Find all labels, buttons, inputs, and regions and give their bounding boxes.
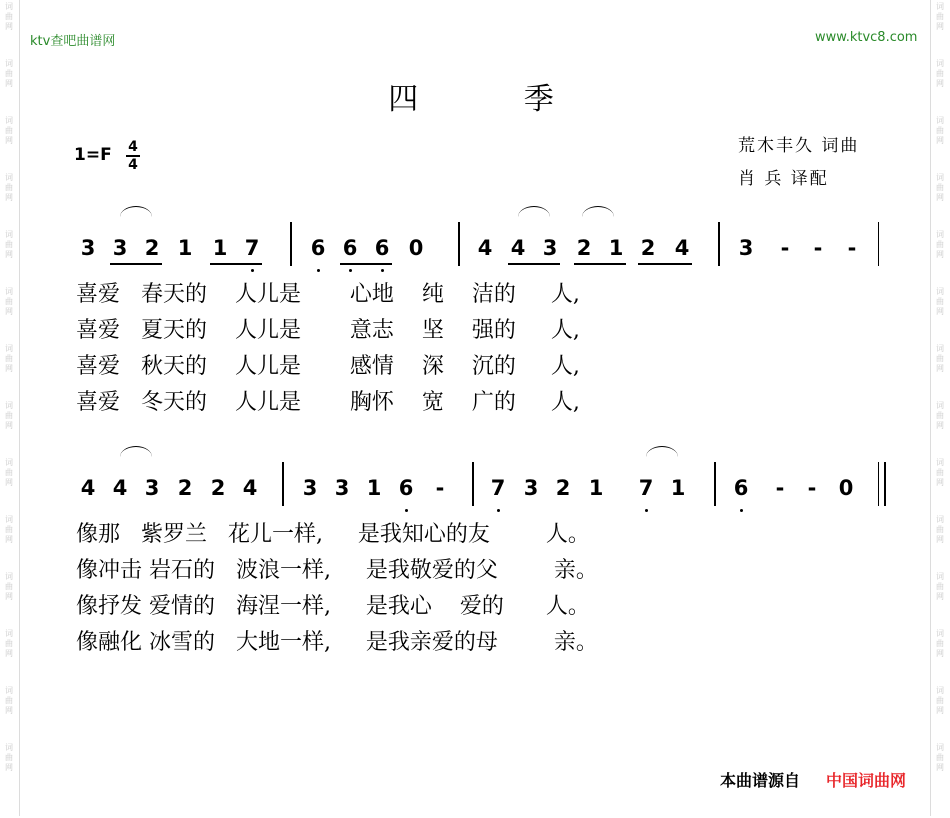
watermark-char: 网 [936,193,944,202]
lyric-line: 像冲击 岩石的 波浪一样, 是我敬爱的父 亲。 [76,558,598,583]
watermark-char: 词 [936,116,944,125]
watermark-group [936,515,944,545]
watermark-char: 网 [936,22,944,31]
footer-source-label: 本曲谱源自 [720,771,801,790]
watermark-char: 曲 [5,639,13,648]
watermark-group [5,344,13,374]
note-digit: 1 [608,236,624,260]
watermark-group [936,344,944,374]
eighth-underline [340,263,392,265]
watermark-char: 网 [5,136,13,145]
watermark-group [936,401,944,431]
footer-brand-link[interactable]: 中国词曲网 [826,771,907,790]
watermark-char: 词 [5,686,13,695]
watermark-char: 网 [936,307,944,316]
watermark-char: 词 [5,458,13,467]
left-watermark-strip [2,0,16,818]
watermark-char: 词 [5,59,13,68]
note-digit: 0 [408,236,424,260]
left-border-line [19,0,20,816]
watermark-char: 网 [936,250,944,259]
song-title: 四 季 [388,82,602,117]
octave-dot-below [405,509,408,512]
watermark-char: 词 [936,458,944,467]
watermark-char: 曲 [5,126,13,135]
note-digit: 4 [674,236,690,260]
time-signature [126,140,140,172]
right-border-line [930,0,931,816]
lyric-line: 像那 紫罗兰 花儿一样, 是我知心的友 人。 [76,522,590,547]
watermark-char: 网 [5,22,13,31]
watermark-char: 网 [5,706,13,715]
lyric-line: 喜爱 春天的 人儿是 心地 纯 洁的 人, [76,282,580,307]
bar-line [714,462,716,506]
watermark-group [936,743,944,773]
note-digit: 3 [738,236,754,260]
watermark-char: 网 [936,535,944,544]
watermark-group [5,2,13,32]
watermark-char: 词 [936,743,944,752]
watermark-char: 曲 [5,297,13,306]
watermark-group [5,401,13,431]
watermark-char: 网 [936,421,944,430]
note-digit: - [435,476,445,500]
note-digit: 2 [210,476,226,500]
octave-dot-below [349,269,352,272]
note-digit: 1 [588,476,604,500]
bar-line [458,222,460,266]
note-digit: 4 [242,476,258,500]
right-watermark-strip [933,0,947,818]
bar-line-thin [878,222,879,266]
bar-line [472,462,474,506]
note-digit: 3 [302,476,318,500]
watermark-char: 词 [5,743,13,752]
credit-lyrics-music: 荒木丰久 词曲 [738,136,860,156]
watermark-char: 曲 [5,696,13,705]
note-digit: 3 [112,236,128,260]
watermark-group [5,572,13,602]
watermark-char: 曲 [936,126,944,135]
watermark-group [936,116,944,146]
watermark-char: 曲 [5,753,13,762]
watermark-char: 词 [5,629,13,638]
lyric-line: 喜爱 夏天的 人儿是 意志 坚 强的 人, [76,318,580,343]
key-signature: 1=F [74,145,112,165]
note-digit: 4 [477,236,493,260]
watermark-char: 曲 [5,468,13,477]
note-digit: 6 [310,236,326,260]
watermark-group [5,116,13,146]
slur-arc [582,206,614,217]
octave-dot-below [251,269,254,272]
note-digit: 4 [80,476,96,500]
watermark-char: 词 [5,287,13,296]
watermark-char: 词 [936,2,944,11]
note-digit: 3 [144,476,160,500]
watermark-char: 网 [5,250,13,259]
watermark-char: 曲 [936,297,944,306]
note-digit: 2 [144,236,160,260]
watermark-char: 网 [936,763,944,772]
watermark-char: 曲 [936,69,944,78]
watermark-group [5,686,13,716]
bar-line [718,222,720,266]
note-digit: 2 [555,476,571,500]
eighth-underline [638,263,692,265]
time-signature-top: 4 [128,139,138,155]
watermark-group [936,629,944,659]
lyric-line: 像融化 冰雪的 大地一样, 是我亲爱的母 亲。 [76,630,598,655]
watermark-group [936,230,944,260]
watermark-char: 网 [5,478,13,487]
watermark-char: 曲 [936,183,944,192]
note-digit: 4 [112,476,128,500]
slur-arc [646,446,678,457]
lyric-line: 喜爱 冬天的 人儿是 胸怀 宽 广的 人, [76,390,580,415]
watermark-char: 词 [5,344,13,353]
watermark-char: 词 [5,116,13,125]
note-digit: 7 [244,236,260,260]
note-digit: 6 [398,476,414,500]
watermark-char: 曲 [936,468,944,477]
watermark-char: 曲 [936,354,944,363]
watermark-char: 曲 [5,582,13,591]
watermark-char: 词 [936,401,944,410]
octave-dot-below [645,509,648,512]
note-digit: - [807,476,817,500]
watermark-char: 曲 [5,69,13,78]
note-digit: 1 [212,236,228,260]
note-digit: 6 [374,236,390,260]
watermark-group [936,2,944,32]
watermark-char: 词 [936,629,944,638]
header-right-site[interactable]: www.ktvc8.com [815,30,918,45]
watermark-char: 网 [5,535,13,544]
watermark-char: 曲 [936,12,944,21]
watermark-char: 网 [5,763,13,772]
watermark-char: 词 [936,686,944,695]
header-left-site[interactable]: ktv查吧曲谱网 [30,34,116,49]
watermark-char: 词 [936,515,944,524]
note-digit: 3 [80,236,96,260]
note-digit: 2 [576,236,592,260]
watermark-char: 网 [936,478,944,487]
watermark-char: 曲 [936,582,944,591]
note-digit: - [847,236,857,260]
watermark-char: 网 [936,649,944,658]
watermark-char: 网 [936,364,944,373]
note-digit: - [813,236,823,260]
lyric-line: 像抒发 爱情的 海涅一样, 是我心 爱的 人。 [76,594,590,619]
watermark-group [5,743,13,773]
watermark-char: 曲 [936,240,944,249]
credit-translation: 肖 兵 译配 [738,169,829,189]
watermark-char: 词 [936,173,944,182]
watermark-char: 网 [5,592,13,601]
note-digit: 1 [670,476,686,500]
note-digit: 3 [542,236,558,260]
watermark-char: 网 [5,649,13,658]
watermark-char: 曲 [936,639,944,648]
octave-dot-below [497,509,500,512]
eighth-underline [574,263,626,265]
watermark-char: 网 [936,136,944,145]
note-digit: 7 [490,476,506,500]
watermark-group [936,686,944,716]
octave-dot-below [381,269,384,272]
watermark-group [5,287,13,317]
watermark-group [936,458,944,488]
watermark-group [5,515,13,545]
eighth-underline [210,263,262,265]
watermark-char: 曲 [5,354,13,363]
watermark-char: 网 [5,79,13,88]
slur-arc [120,206,152,217]
note-digit: 6 [733,476,749,500]
note-digit: 2 [177,476,193,500]
lyric-line: 喜爱 秋天的 人儿是 感情 深 沉的 人, [76,354,580,379]
note-digit: 6 [342,236,358,260]
watermark-group [936,572,944,602]
watermark-char: 词 [936,59,944,68]
watermark-group [936,173,944,203]
watermark-char: 网 [5,307,13,316]
watermark-group [5,458,13,488]
watermark-char: 网 [5,364,13,373]
watermark-char: 曲 [5,411,13,420]
note-digit: 3 [334,476,350,500]
note-digit: - [775,476,785,500]
watermark-group [936,287,944,317]
watermark-char: 曲 [936,411,944,420]
watermark-char: 词 [5,572,13,581]
octave-dot-below [740,509,743,512]
watermark-char: 词 [936,572,944,581]
watermark-char: 词 [5,2,13,11]
watermark-char: 网 [936,706,944,715]
watermark-char: 网 [5,421,13,430]
watermark-group [5,173,13,203]
watermark-char: 网 [5,193,13,202]
watermark-char: 词 [5,515,13,524]
note-digit: 3 [523,476,539,500]
octave-dot-below [317,269,320,272]
watermark-char: 词 [5,401,13,410]
slur-arc [518,206,550,217]
watermark-char: 曲 [5,183,13,192]
watermark-char: 词 [936,287,944,296]
note-digit: 7 [638,476,654,500]
watermark-char: 曲 [936,696,944,705]
watermark-group [5,629,13,659]
bar-line [884,462,886,506]
slur-arc [120,446,152,457]
watermark-char: 词 [936,230,944,239]
bar-line-thin [878,462,879,506]
watermark-char: 网 [936,79,944,88]
watermark-char: 曲 [936,753,944,762]
note-digit: 4 [510,236,526,260]
time-signature-bottom: 4 [128,156,138,173]
note-digit: 2 [640,236,656,260]
watermark-char: 曲 [5,12,13,21]
watermark-char: 曲 [5,525,13,534]
note-digit: 1 [177,236,193,260]
note-digit: - [780,236,790,260]
watermark-char: 词 [5,230,13,239]
watermark-char: 词 [936,344,944,353]
watermark-char: 网 [936,592,944,601]
note-digit: 0 [838,476,854,500]
bar-line [290,222,292,266]
watermark-group [5,230,13,260]
note-digit: 1 [366,476,382,500]
eighth-underline [508,263,560,265]
watermark-char: 词 [5,173,13,182]
watermark-char: 曲 [936,525,944,534]
eighth-underline [110,263,162,265]
bar-line [282,462,284,506]
watermark-char: 曲 [5,240,13,249]
